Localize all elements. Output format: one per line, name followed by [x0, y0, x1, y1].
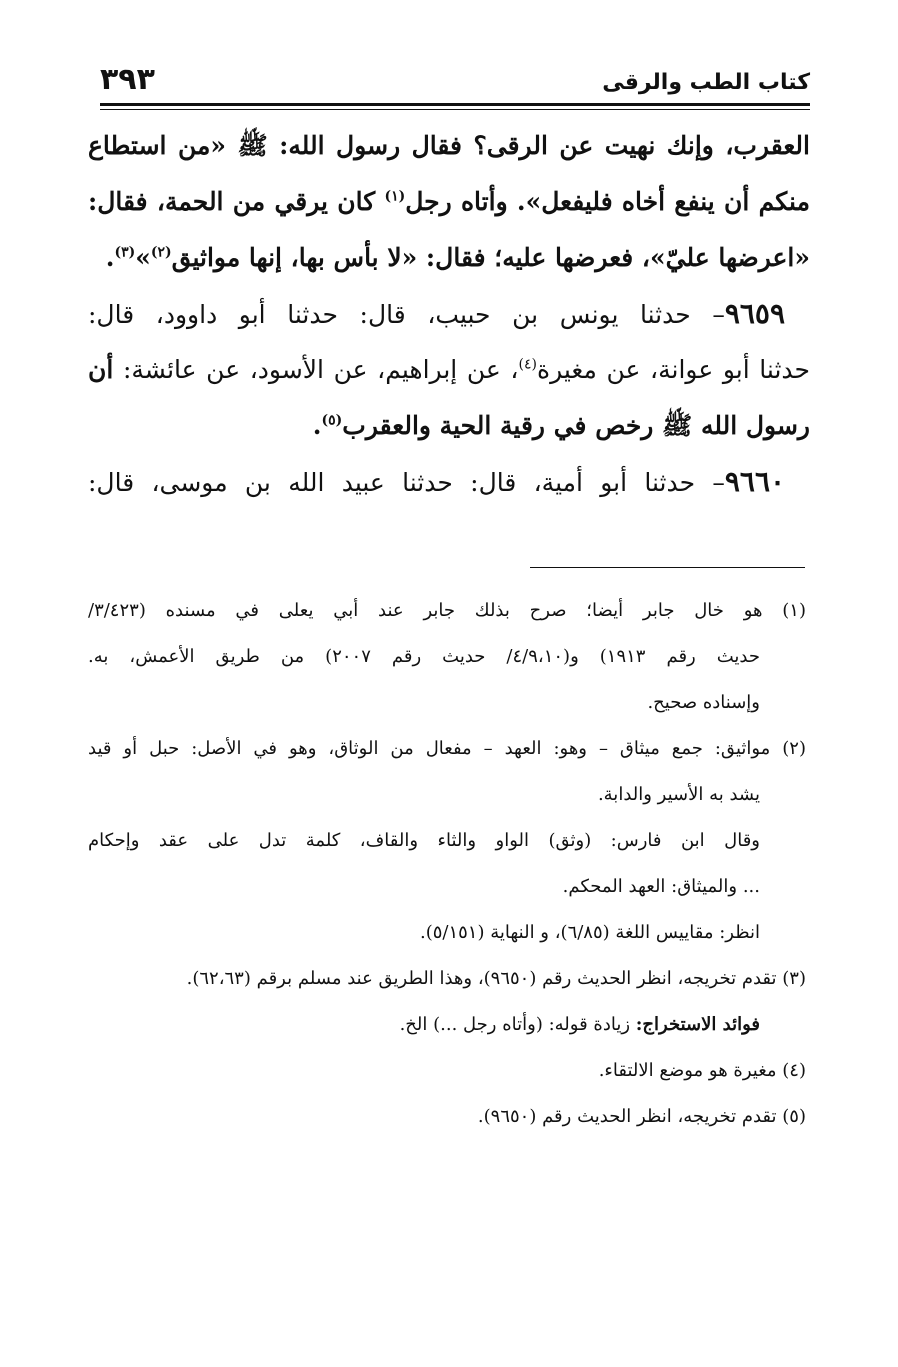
header-rule-thin: [100, 109, 810, 110]
hadith-number: ٩٦٥٩: [724, 297, 785, 330]
text-line-1: العقرب، وإنك نهيت عن الرقى؟ فقال رسول الله: ﷺ «من استطاع: [88, 131, 810, 160]
footnote-ref-3: (٣): [114, 244, 136, 261]
footnote-2-line-5: انظر: مقاييس اللغة (٦/٨٥)، و النهاية (٥/١٥١).: [419, 922, 760, 943]
footnote-ref-2: (٢): [150, 244, 172, 261]
running-title: كتاب الطب والرقى: [602, 70, 810, 95]
footnote-ref-5: (٥): [321, 412, 343, 429]
footnote-2-line-1: (٢) مواثيق: جمع ميثاق – وهو: العهد – مفعال من الوثاق، وهو في الأصل: حبل أو قيد: [88, 738, 806, 759]
text-line-2: منكم أن ينفع أخاه فليفعل». وأتاه رجل$^{(١)}$ كان يرقي من الحمة، فقال:: [88, 187, 810, 216]
footnote-4: (٤) مغيرة هو موضع الالتقاء.: [598, 1060, 806, 1081]
footnote-2-line-3: وقال ابن فارس: (وثق) الواو والثاء والقاف، كلمة تدل على عقد وإحكام: [88, 830, 760, 851]
hadith-number: ٩٦٦٠: [724, 465, 786, 498]
main-text: [88, 118, 810, 510]
extraction-benefits-label: فوائد الاستخراج:: [635, 1014, 760, 1035]
footnote-3-line-1: (٣) تقدم تخريجه، انظر الحديث رقم (٩٦٥٠)، وهذا الطريق عند مسلم برقم (٦٢،٦٣).: [186, 968, 806, 989]
footnote-ref-1: (١): [384, 188, 406, 205]
page-number: ٣٩٣: [100, 62, 155, 97]
footnote-1-line-2: حديث رقم ١٩١٣) و(٤/٩،١٠/ حديث رقم ٢٠٠٧) من طريق الأعمش، به.: [88, 646, 761, 667]
footnote-3-line-2: فوائد الاستخراج: زيادة قوله: (وأتاه رجل ...) الخ.: [399, 1014, 760, 1035]
footnote-separator: [530, 567, 805, 568]
footnote-5: (٥) تقدم تخريجه، انظر الحديث رقم (٩٦٥٠).: [477, 1106, 806, 1127]
hadith-9659-line: ٩٦٥٩– حدثنا يونس بن حبيب، قال: حدثنا أبو داوود، قال:: [88, 297, 785, 330]
footnote-2-line-4: ... والميثاق: العهد المحكم.: [562, 876, 760, 897]
footnote-1-line-1: (١) هو خال جابر أيضا؛ صرح بذلك جابر عند أبي يعلى في مسنده (٣/٤٢٣/: [88, 600, 806, 621]
text-line-5: حدثنا أبو عوانة، عن مغيرة$^{(٤)}$، عن إبراهيم، عن الأسود، عن عائشة: أن: [88, 355, 810, 384]
page-header: [100, 60, 810, 100]
hadith-9660-line: ٩٦٦٠– حدثنا أبو أمية، قال: حدثنا عبيد الله بن موسى، قال:: [88, 465, 786, 498]
footnotes: [88, 588, 806, 1140]
footnote-1-line-3: وإسناده صحيح.: [647, 692, 760, 713]
footnote-2-line-2: يشد به الأسير والدابة.: [597, 784, 760, 805]
footnote-ref-4: (٤): [518, 356, 537, 373]
header-rule: [100, 103, 810, 106]
text-line-6: رسول الله ﷺ رخص في رقية الحية والعقرب$^{(٥)}$.: [312, 411, 810, 440]
text-line-3: «اعرضها عليّ»، فعرضها عليه؛ فقال: «لا بأس بها، إنها مواثيق$^{(٢)}$»$^{(٣)}$.: [105, 243, 810, 272]
